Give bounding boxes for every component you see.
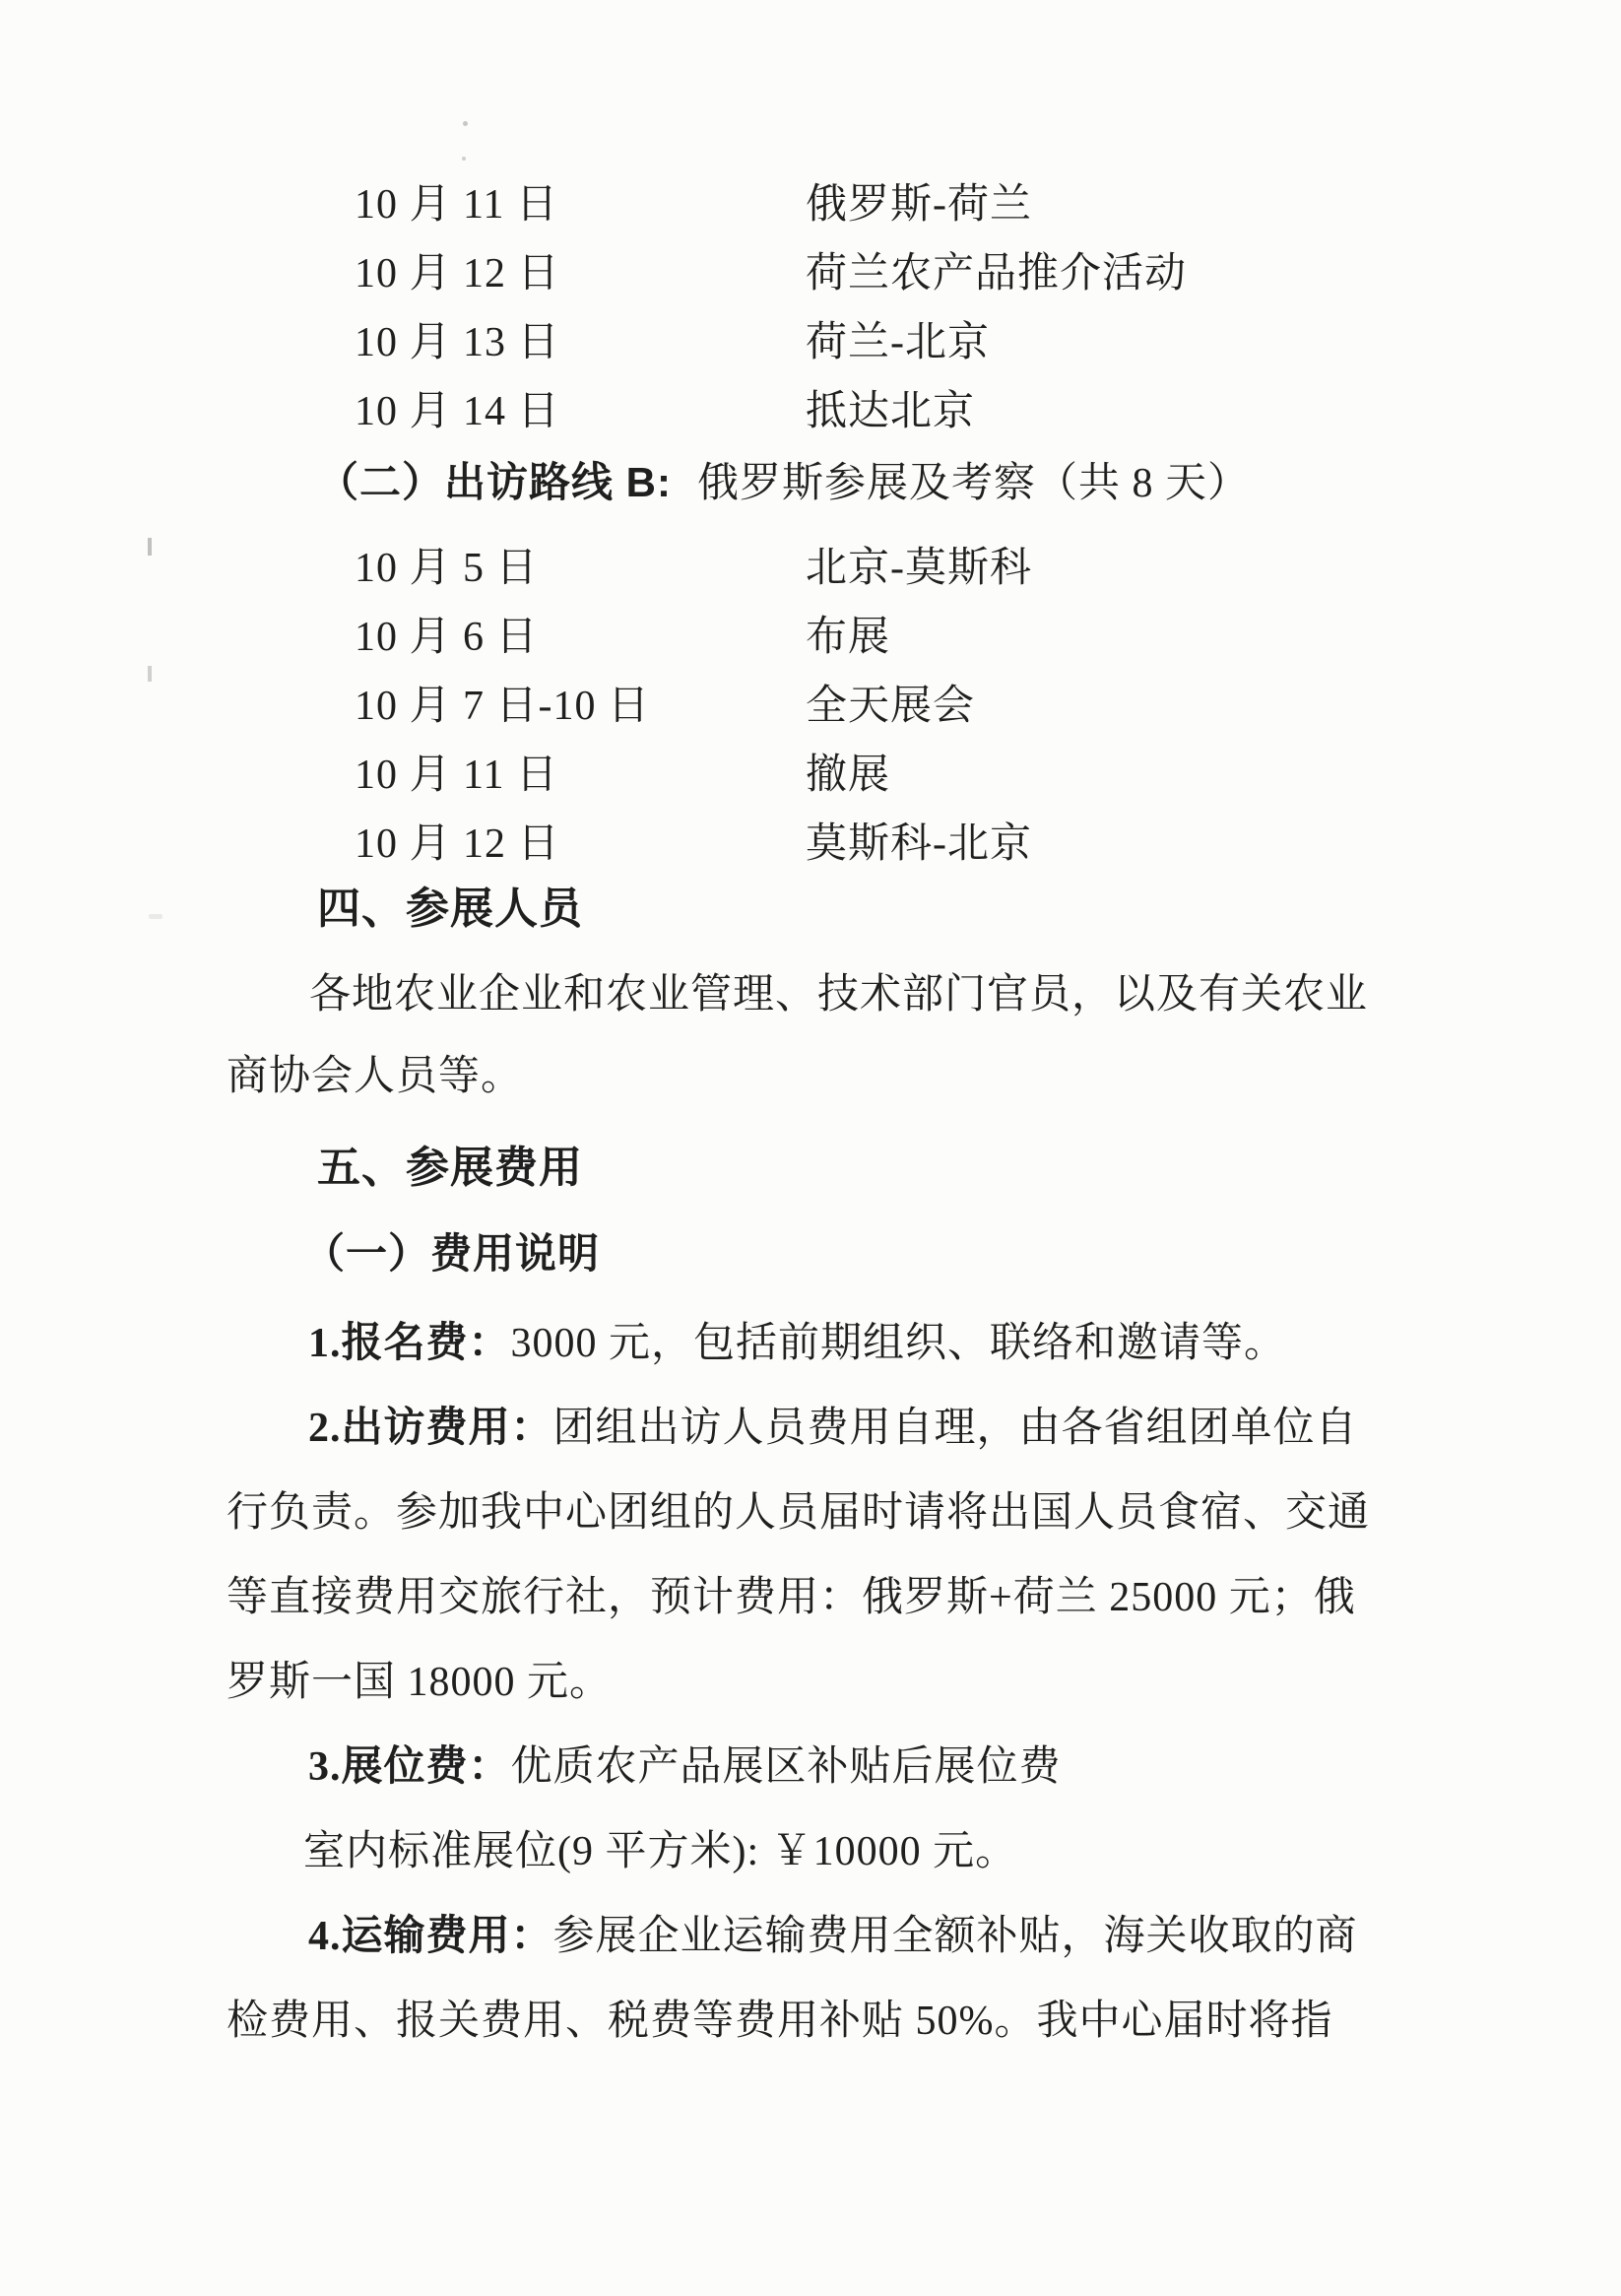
- route-b-heading: [317, 459, 1250, 507]
- fee-3-text: 优质农产品展区补贴后展位费: [510, 1744, 1062, 1790]
- section-four-body-line-2: 商协会人员等。: [227, 1054, 524, 1099]
- itinerary-row: [0, 319, 1621, 388]
- activity-cell: 荷兰农产品推介活动: [806, 251, 1188, 296]
- fee-3-label: 3.展位费：: [308, 1744, 511, 1790]
- date-cell: 10 月 11 日: [355, 182, 558, 228]
- itinerary-row: [0, 820, 1621, 889]
- activity-cell: 俄罗斯-荷兰: [806, 182, 1032, 228]
- fee-4-line-2: 检费用、报关费用、税费等费用补贴 50%。我中心届时将指: [227, 1999, 1333, 2044]
- fee-2-line-2: 行负责。参加我中心团组的人员届时请将出国人员食宿、交通: [227, 1490, 1371, 1536]
- fee-3-line-2: 室内标准展位(9 平方米): ￥10000 元。: [303, 1829, 1018, 1874]
- route-b-heading-label: （二）出访路线 B:: [317, 459, 672, 505]
- date-cell: 10 月 5 日: [355, 546, 539, 591]
- section-four-heading: 四、参展人员: [317, 885, 583, 933]
- fee-2-label: 2.出访费用：: [308, 1406, 553, 1451]
- activity-cell: 全天展会: [806, 684, 976, 729]
- fee-3-line-1: [308, 1743, 1062, 1791]
- fee-2-line-3: 等直接费用交旅行社，预计费用：俄罗斯+荷兰 25000 元；俄: [227, 1575, 1356, 1620]
- scan-speck: [463, 121, 468, 126]
- itinerary-row: [0, 683, 1621, 752]
- itinerary-row: [0, 614, 1621, 683]
- fee-1-label: 1.报名费：: [308, 1321, 511, 1366]
- activity-cell: 莫斯科-北京: [806, 821, 1032, 867]
- fee-2-text-1: 团组出访人员费用自理，由各省组团单位自: [552, 1406, 1358, 1451]
- itinerary-route-b: [0, 545, 1621, 889]
- date-cell: 10 月 12 日: [355, 821, 560, 867]
- itinerary-route-a: [0, 181, 1621, 457]
- date-cell: 10 月 13 日: [355, 320, 560, 365]
- fee-4-line-1: [308, 1913, 1358, 1960]
- date-cell: 10 月 14 日: [355, 389, 560, 434]
- date-cell: 10 月 7 日-10 日: [355, 684, 650, 729]
- fee-2-line-1: [308, 1405, 1358, 1452]
- route-b-heading-title: 俄罗斯参展及考察（共 8 天）: [697, 461, 1251, 506]
- itinerary-row: [0, 250, 1621, 319]
- itinerary-row: [0, 752, 1621, 820]
- date-cell: 10 月 6 日: [355, 615, 539, 660]
- date-cell: 10 月 12 日: [355, 251, 560, 296]
- activity-cell: 抵达北京: [806, 389, 976, 434]
- date-cell: 10 月 11 日: [355, 753, 558, 798]
- fee-1-line: [308, 1320, 1286, 1367]
- fee-2-line-4: 罗斯一国 18000 元。: [227, 1660, 613, 1705]
- scan-speck: [149, 914, 162, 919]
- scan-speck: [462, 157, 466, 161]
- section-five-heading: 五、参展费用: [317, 1144, 583, 1192]
- activity-cell: 北京-莫斯科: [806, 546, 1032, 591]
- itinerary-row: [0, 388, 1621, 457]
- activity-cell: 撤展: [806, 753, 891, 798]
- fee-4-text-1: 参展企业运输费用全额补贴，海关收取的商: [552, 1914, 1358, 1959]
- activity-cell: 荷兰-北京: [806, 320, 990, 365]
- itinerary-row: [0, 545, 1621, 614]
- activity-cell: 布展: [806, 615, 891, 660]
- fee-1-text: 3000 元，包括前期组织、联络和邀请等。: [510, 1321, 1287, 1366]
- section-four-body-line-1: 各地农业企业和农业管理、技术部门官员，以及有关农业: [309, 972, 1369, 1017]
- fee-4-label: 4.运输费用：: [308, 1914, 553, 1959]
- itinerary-row: [0, 181, 1621, 250]
- fee-notes-subheading: （一）费用说明: [303, 1230, 601, 1277]
